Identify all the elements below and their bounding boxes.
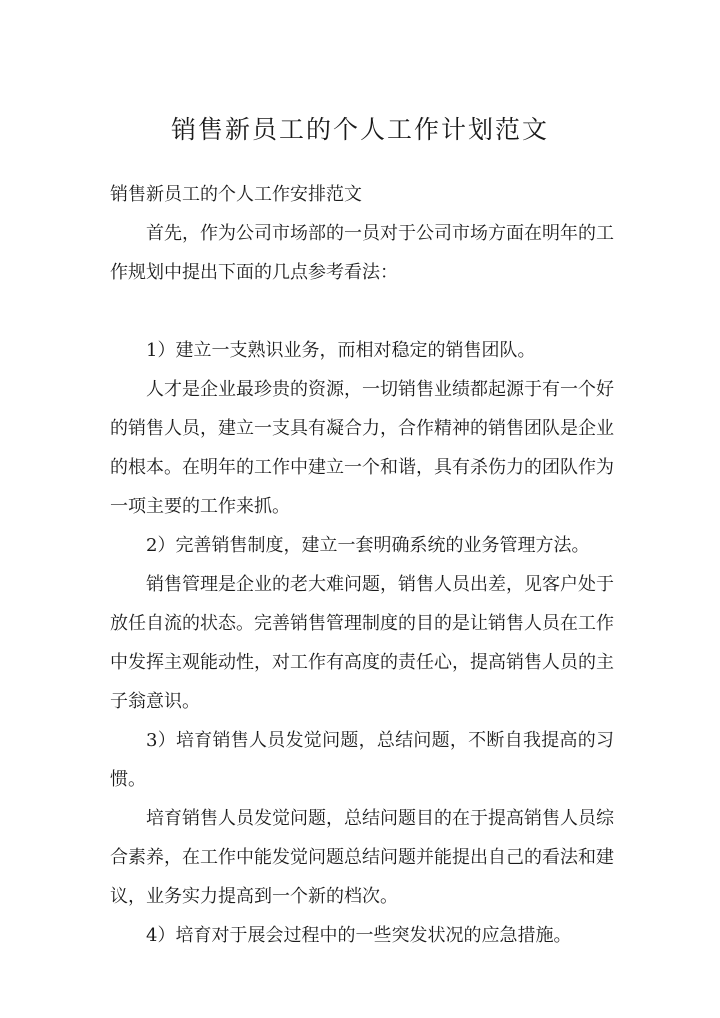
point-3-paragraph: 培育销售人员发觉问题，总结问题目的在于提高销售人员综合素养，在工作中能发觉问题总结问题并能提出自己的看法和建议，业务实力提高到一个新的档次。 xyxy=(110,808,614,907)
point-4-heading: 4）培育对于展会过程中的一些突发状况的应急措施。 xyxy=(146,925,572,946)
document-title: 销售新员工的个人工作计划范文 xyxy=(170,115,549,144)
paragraph-spacer xyxy=(110,292,614,331)
point-1-paragraph: 人才是企业最珍贵的资源，一切销售业绩都起源于有一个好的销售人员，建立一支具有凝合力，合作精神的销售团队是企业的根本。在明年的工作中建立一个和谐，具有杀伤力的团队作为一项主要的工作来抓。 xyxy=(110,379,614,517)
document-body xyxy=(110,175,614,955)
intro-paragraph: 首先，作为公司市场部的一员对于公司市场方面在明年的工作规划中提出下面的几点参考看法： xyxy=(110,223,614,283)
point-2-heading: 2）完善销售制度，建立一套明确系统的业务管理方法。 xyxy=(146,535,590,556)
point-1-heading: 1）建立一支熟识业务，而相对稳定的销售团队。 xyxy=(146,340,536,361)
point-2-paragraph: 销售管理是企业的老大难问题，销售人员出差，见客户处于放任自流的状态。完善销售管理制度的目的是让销售人员在工作中发挥主观能动性，对工作有高度的责任心，提高销售人员的主子翁意识。 xyxy=(110,574,614,712)
subtitle-paragraph: 销售新员工的个人工作安排范文 xyxy=(110,184,362,205)
point-3-heading: 3）培育销售人员发觉问题，总结问题，不断自我提高的习惯。 xyxy=(110,730,614,790)
